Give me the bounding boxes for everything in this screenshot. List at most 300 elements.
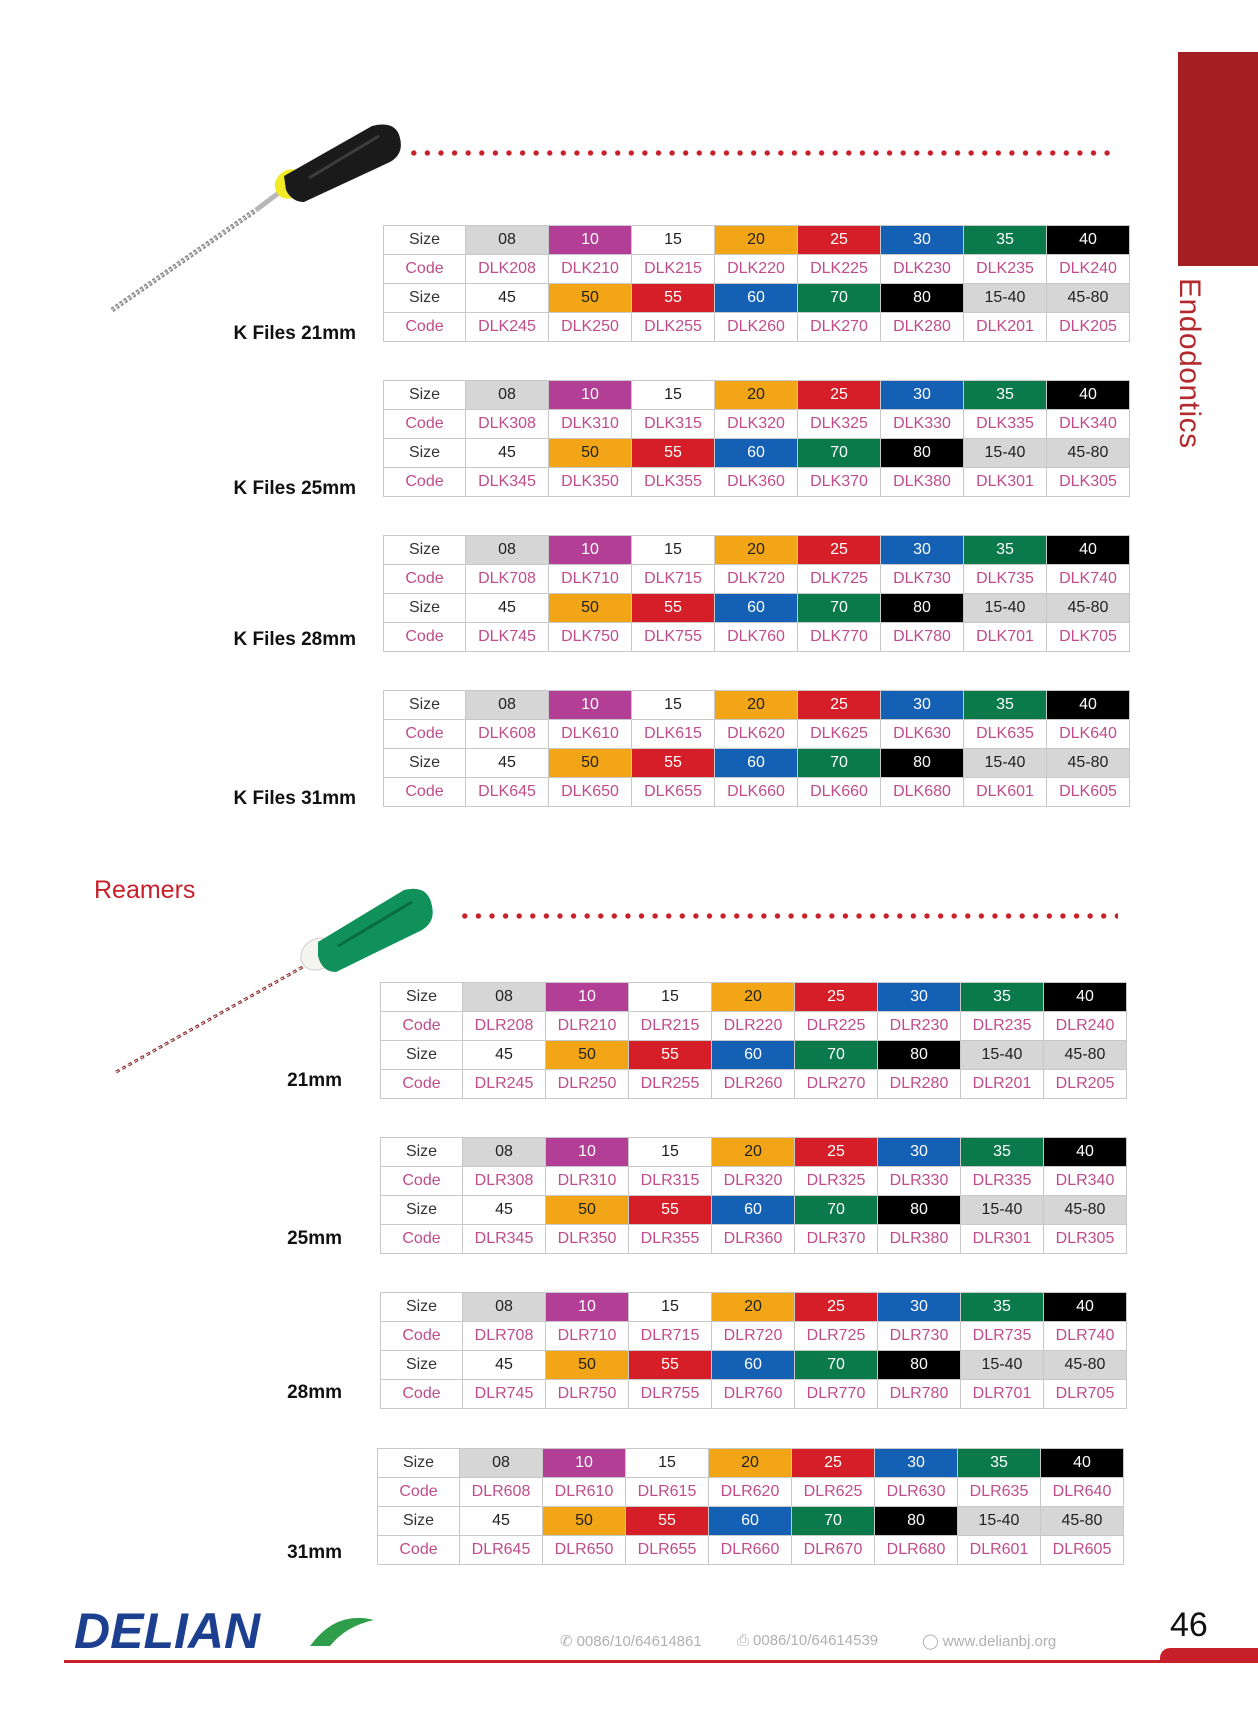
code-cell: DLR755 — [629, 1380, 712, 1409]
size-cell: 55 — [632, 594, 715, 623]
size-cell: 10 — [549, 536, 632, 565]
code-cell: DLR701 — [961, 1380, 1044, 1409]
code-cell: DLK245 — [466, 313, 549, 342]
code-row — [381, 1380, 1127, 1409]
size-row — [384, 536, 1130, 565]
size-cell: 15 — [629, 1138, 712, 1167]
size-cell: 60 — [712, 1351, 795, 1380]
code-cell: DLK205 — [1047, 313, 1130, 342]
size-cell: 15-40 — [961, 1041, 1044, 1070]
web-contact[interactable] — [922, 1632, 1056, 1650]
code-cell: DLR305 — [1044, 1225, 1127, 1254]
code-cell: DLR780 — [878, 1380, 961, 1409]
size-cell: 30 — [878, 1138, 961, 1167]
code-cell: DLK780 — [881, 623, 964, 652]
size-header: Size — [384, 749, 466, 778]
size-cell: 70 — [798, 439, 881, 468]
size-cell: 45 — [460, 1507, 543, 1536]
code-cell: DLK708 — [466, 565, 549, 594]
kfiles-25-label: K Files 25mm — [233, 478, 356, 499]
code-header: Code — [381, 1012, 463, 1041]
code-cell: DLK210 — [549, 255, 632, 284]
code-cell: DLK305 — [1047, 468, 1130, 497]
phone-number: 0086/10/64614861 — [576, 1632, 702, 1650]
code-cell: DLR308 — [463, 1167, 546, 1196]
size-row — [384, 381, 1130, 410]
size-cell: 25 — [798, 536, 881, 565]
code-cell: DLK608 — [466, 720, 549, 749]
size-cell: 35 — [964, 691, 1047, 720]
kfiles-31-table — [383, 690, 1130, 807]
size-cell: 25 — [795, 1138, 878, 1167]
size-header: Size — [381, 983, 463, 1012]
size-cell: 10 — [549, 226, 632, 255]
code-cell: DLK335 — [964, 410, 1047, 439]
kfiles-28-table — [383, 535, 1130, 652]
code-cell: DLK755 — [632, 623, 715, 652]
code-header: Code — [384, 778, 466, 807]
size-cell: 45-80 — [1047, 439, 1130, 468]
code-cell: DLR325 — [795, 1167, 878, 1196]
size-header: Size — [378, 1449, 460, 1478]
size-cell: 70 — [798, 749, 881, 778]
size-cell: 40 — [1044, 983, 1127, 1012]
size-cell: 45 — [466, 749, 549, 778]
size-cell: 08 — [466, 536, 549, 565]
code-cell: DLR201 — [961, 1070, 1044, 1099]
code-cell: DLR355 — [629, 1225, 712, 1254]
code-cell: DLK380 — [881, 468, 964, 497]
code-cell: DLR615 — [626, 1478, 709, 1507]
code-cell: DLK220 — [715, 255, 798, 284]
size-header: Size — [384, 226, 466, 255]
size-cell: 45 — [466, 594, 549, 623]
code-cell: DLR250 — [546, 1070, 629, 1099]
size-cell: 40 — [1047, 381, 1130, 410]
code-cell: DLK601 — [964, 778, 1047, 807]
size-header: Size — [381, 1041, 463, 1070]
size-row — [384, 226, 1130, 255]
code-header: Code — [381, 1225, 463, 1254]
size-cell: 45-80 — [1041, 1507, 1124, 1536]
size-cell: 20 — [712, 983, 795, 1012]
size-header: Size — [384, 594, 466, 623]
code-cell: DLK720 — [715, 565, 798, 594]
size-cell: 45 — [466, 284, 549, 313]
size-cell: 55 — [626, 1507, 709, 1536]
size-cell: 08 — [463, 983, 546, 1012]
code-row — [381, 1012, 1127, 1041]
code-cell: DLR270 — [795, 1070, 878, 1099]
code-cell: DLR730 — [878, 1322, 961, 1351]
size-cell: 55 — [632, 284, 715, 313]
size-row — [378, 1507, 1124, 1536]
fax-icon: ⎙ — [737, 1632, 750, 1649]
code-header: Code — [384, 468, 466, 497]
footer-tab — [1160, 1648, 1258, 1662]
code-cell: DLR210 — [546, 1012, 629, 1041]
code-header: Code — [381, 1167, 463, 1196]
size-cell: 60 — [715, 439, 798, 468]
code-cell: DLK310 — [549, 410, 632, 439]
size-cell: 70 — [795, 1196, 878, 1225]
size-cell: 45 — [463, 1041, 546, 1070]
size-cell: 10 — [549, 691, 632, 720]
code-header: Code — [381, 1380, 463, 1409]
size-cell: 10 — [549, 381, 632, 410]
code-row — [384, 720, 1130, 749]
size-cell: 80 — [881, 439, 964, 468]
size-cell: 40 — [1041, 1449, 1124, 1478]
code-cell: DLR620 — [709, 1478, 792, 1507]
code-header: Code — [384, 565, 466, 594]
code-cell: DLK610 — [549, 720, 632, 749]
code-cell: DLR225 — [795, 1012, 878, 1041]
size-cell: 30 — [878, 1293, 961, 1322]
code-cell: DLR380 — [878, 1225, 961, 1254]
code-row — [381, 1322, 1127, 1351]
size-cell: 80 — [881, 284, 964, 313]
code-cell: DLR370 — [795, 1225, 878, 1254]
section-title-reamers: Reamers — [94, 876, 196, 904]
footer-rule — [64, 1660, 1258, 1663]
size-row — [378, 1449, 1124, 1478]
code-cell: DLR360 — [712, 1225, 795, 1254]
code-cell: DLK308 — [466, 410, 549, 439]
size-cell: 70 — [798, 284, 881, 313]
size-row — [384, 284, 1130, 313]
size-cell: 25 — [792, 1449, 875, 1478]
size-cell: 10 — [546, 1138, 629, 1167]
code-cell: DLK770 — [798, 623, 881, 652]
code-row — [384, 468, 1130, 497]
size-cell: 10 — [546, 1293, 629, 1322]
code-cell: DLK625 — [798, 720, 881, 749]
reamer-28-table — [380, 1292, 1127, 1409]
code-row — [384, 623, 1130, 652]
code-cell: DLK660 — [715, 778, 798, 807]
code-cell: DLK680 — [881, 778, 964, 807]
code-cell: DLR735 — [961, 1322, 1044, 1351]
code-cell: DLR310 — [546, 1167, 629, 1196]
size-cell: 50 — [549, 439, 632, 468]
code-cell: DLR215 — [629, 1012, 712, 1041]
size-cell: 45-80 — [1047, 594, 1130, 623]
code-cell: DLK345 — [466, 468, 549, 497]
size-cell: 15-40 — [961, 1351, 1044, 1380]
size-cell: 45-80 — [1044, 1351, 1127, 1380]
size-cell: 60 — [712, 1041, 795, 1070]
code-cell: DLR770 — [795, 1380, 878, 1409]
size-row — [384, 749, 1130, 778]
code-cell: DLK735 — [964, 565, 1047, 594]
code-cell: DLK605 — [1047, 778, 1130, 807]
code-cell: DLK730 — [881, 565, 964, 594]
code-cell: DLK240 — [1047, 255, 1130, 284]
code-cell: DLK745 — [466, 623, 549, 652]
size-cell: 60 — [715, 749, 798, 778]
size-header: Size — [378, 1507, 460, 1536]
code-cell: DLK370 — [798, 468, 881, 497]
size-row — [384, 439, 1130, 468]
size-cell: 10 — [546, 983, 629, 1012]
code-cell: DLR725 — [795, 1322, 878, 1351]
size-cell: 25 — [795, 983, 878, 1012]
size-row — [381, 1196, 1127, 1225]
size-cell: 25 — [795, 1293, 878, 1322]
brand-logo — [74, 1606, 434, 1654]
code-cell: DLR350 — [546, 1225, 629, 1254]
code-cell: DLR601 — [958, 1536, 1041, 1565]
size-cell: 80 — [878, 1041, 961, 1070]
size-cell: 35 — [964, 226, 1047, 255]
code-cell: DLR640 — [1041, 1478, 1124, 1507]
code-cell: DLR235 — [961, 1012, 1044, 1041]
size-cell: 20 — [712, 1293, 795, 1322]
size-cell: 15-40 — [958, 1507, 1041, 1536]
size-cell: 20 — [715, 536, 798, 565]
size-cell: 50 — [549, 284, 632, 313]
size-cell: 25 — [798, 226, 881, 255]
fax-contact — [737, 1632, 878, 1649]
code-cell: DLK640 — [1047, 720, 1130, 749]
size-cell: 70 — [798, 594, 881, 623]
code-cell: DLR205 — [1044, 1070, 1127, 1099]
k-file-image — [104, 118, 414, 318]
size-header: Size — [384, 381, 466, 410]
size-cell: 25 — [798, 691, 881, 720]
kfiles-31-label: K Files 31mm — [233, 788, 356, 809]
size-cell: 35 — [961, 983, 1044, 1012]
size-row — [381, 1138, 1127, 1167]
code-cell: DLR280 — [878, 1070, 961, 1099]
size-cell: 70 — [795, 1351, 878, 1380]
code-row — [384, 565, 1130, 594]
size-cell: 80 — [878, 1351, 961, 1380]
size-cell: 08 — [460, 1449, 543, 1478]
code-cell: DLK260 — [715, 313, 798, 342]
size-cell: 15-40 — [961, 1196, 1044, 1225]
size-header: Size — [384, 536, 466, 565]
reamer-28-label: 28mm — [287, 1382, 342, 1403]
code-cell: DLK740 — [1047, 565, 1130, 594]
size-cell: 30 — [881, 536, 964, 565]
reamer-31-label: 31mm — [287, 1542, 342, 1563]
page-number: 46 — [1170, 1606, 1208, 1644]
code-cell: DLR745 — [463, 1380, 546, 1409]
code-cell: DLK650 — [549, 778, 632, 807]
size-cell: 45 — [466, 439, 549, 468]
reamer-21-label: 21mm — [287, 1070, 342, 1091]
code-cell: DLR345 — [463, 1225, 546, 1254]
size-header: Size — [381, 1293, 463, 1322]
kfiles-21-table — [383, 225, 1130, 342]
code-cell: DLR330 — [878, 1167, 961, 1196]
size-cell: 80 — [881, 594, 964, 623]
size-cell: 60 — [715, 594, 798, 623]
reamer-25-table — [380, 1137, 1127, 1254]
code-cell: DLK208 — [466, 255, 549, 284]
code-row — [384, 410, 1130, 439]
web-address[interactable]: www.delianbj.org — [942, 1632, 1057, 1650]
size-cell: 80 — [881, 749, 964, 778]
code-cell: DLK225 — [798, 255, 881, 284]
size-cell: 30 — [878, 983, 961, 1012]
code-cell: DLR710 — [546, 1322, 629, 1351]
side-tab — [1178, 52, 1258, 266]
code-header: Code — [378, 1478, 460, 1507]
size-cell: 30 — [875, 1449, 958, 1478]
kfiles-28-label: K Files 28mm — [233, 629, 356, 650]
size-cell: 20 — [715, 226, 798, 255]
code-cell: DLR230 — [878, 1012, 961, 1041]
code-cell: DLR750 — [546, 1380, 629, 1409]
size-cell: 15 — [629, 1293, 712, 1322]
size-cell: 60 — [709, 1507, 792, 1536]
code-cell: DLK301 — [964, 468, 1047, 497]
size-cell: 15 — [632, 536, 715, 565]
size-header: Size — [381, 1351, 463, 1380]
code-cell: DLK250 — [549, 313, 632, 342]
size-cell: 40 — [1047, 691, 1130, 720]
code-cell: DLR315 — [629, 1167, 712, 1196]
code-header: Code — [378, 1536, 460, 1565]
code-cell: DLR630 — [875, 1478, 958, 1507]
size-cell: 50 — [546, 1351, 629, 1380]
size-cell: 35 — [958, 1449, 1041, 1478]
size-cell: 25 — [798, 381, 881, 410]
size-cell: 50 — [546, 1041, 629, 1070]
size-cell: 45-80 — [1047, 749, 1130, 778]
code-row — [384, 778, 1130, 807]
size-row — [384, 594, 1130, 623]
code-row — [378, 1478, 1124, 1507]
size-cell: 80 — [875, 1507, 958, 1536]
size-cell: 08 — [466, 381, 549, 410]
code-cell: DLK280 — [881, 313, 964, 342]
size-header: Size — [384, 439, 466, 468]
code-cell: DLK701 — [964, 623, 1047, 652]
code-row — [381, 1167, 1127, 1196]
code-cell: DLR740 — [1044, 1322, 1127, 1351]
code-cell: DLR720 — [712, 1322, 795, 1351]
size-cell: 08 — [463, 1138, 546, 1167]
code-header: Code — [384, 313, 466, 342]
size-cell: 60 — [712, 1196, 795, 1225]
code-cell: DLR625 — [792, 1478, 875, 1507]
size-cell: 55 — [632, 439, 715, 468]
brand-logo-text: DELIAN — [74, 1606, 261, 1654]
code-cell: DLK255 — [632, 313, 715, 342]
code-cell: DLK330 — [881, 410, 964, 439]
size-cell: 15 — [632, 691, 715, 720]
code-row — [384, 255, 1130, 284]
reamer-21-table — [380, 982, 1127, 1099]
code-cell: DLR635 — [958, 1478, 1041, 1507]
code-cell: DLK315 — [632, 410, 715, 439]
code-cell: DLR340 — [1044, 1167, 1127, 1196]
size-cell: 40 — [1044, 1138, 1127, 1167]
code-header: Code — [384, 623, 466, 652]
code-cell: DLR245 — [463, 1070, 546, 1099]
size-cell: 55 — [629, 1196, 712, 1225]
code-cell: DLK630 — [881, 720, 964, 749]
sidebar-label: Endodontics — [1173, 278, 1206, 449]
code-header: Code — [384, 720, 466, 749]
code-cell: DLR645 — [460, 1536, 543, 1565]
dotted-rule-reamers — [458, 913, 1118, 919]
size-row — [381, 983, 1127, 1012]
size-cell: 60 — [715, 284, 798, 313]
code-cell: DLK320 — [715, 410, 798, 439]
size-cell: 20 — [715, 691, 798, 720]
code-cell: DLK230 — [881, 255, 964, 284]
size-cell: 50 — [549, 749, 632, 778]
code-cell: DLK715 — [632, 565, 715, 594]
size-cell: 70 — [792, 1507, 875, 1536]
size-cell: 15-40 — [964, 284, 1047, 313]
size-cell: 15 — [629, 983, 712, 1012]
code-row — [378, 1536, 1124, 1565]
size-cell: 20 — [715, 381, 798, 410]
code-cell: DLR301 — [961, 1225, 1044, 1254]
code-header: Code — [381, 1070, 463, 1099]
code-cell: DLR650 — [543, 1536, 626, 1565]
size-row — [381, 1041, 1127, 1070]
size-cell: 35 — [964, 536, 1047, 565]
code-cell: DLR255 — [629, 1070, 712, 1099]
code-cell: DLK645 — [466, 778, 549, 807]
code-cell: DLR605 — [1041, 1536, 1124, 1565]
code-row — [381, 1070, 1127, 1099]
fax-number: 0086/10/64614539 — [753, 1632, 879, 1649]
size-cell: 30 — [881, 226, 964, 255]
code-row — [384, 313, 1130, 342]
size-header: Size — [381, 1138, 463, 1167]
code-cell: DLK705 — [1047, 623, 1130, 652]
code-cell: DLR670 — [792, 1536, 875, 1565]
size-header: Size — [384, 691, 466, 720]
code-row — [381, 1225, 1127, 1254]
size-cell: 20 — [712, 1138, 795, 1167]
size-cell: 40 — [1044, 1293, 1127, 1322]
size-cell: 15-40 — [964, 594, 1047, 623]
code-cell: DLK350 — [549, 468, 632, 497]
code-cell: DLR220 — [712, 1012, 795, 1041]
size-cell: 15 — [626, 1449, 709, 1478]
size-cell: 08 — [463, 1293, 546, 1322]
kfiles-21-label: K Files 21mm — [233, 323, 356, 344]
code-cell: DLK760 — [715, 623, 798, 652]
size-cell: 10 — [543, 1449, 626, 1478]
code-cell: DLK660 — [798, 778, 881, 807]
code-header: Code — [384, 410, 466, 439]
code-cell: DLK325 — [798, 410, 881, 439]
size-cell: 55 — [629, 1041, 712, 1070]
code-cell: DLK615 — [632, 720, 715, 749]
reamer-31-table — [377, 1448, 1124, 1565]
size-cell: 55 — [632, 749, 715, 778]
size-cell: 45-80 — [1044, 1196, 1127, 1225]
size-cell: 50 — [543, 1507, 626, 1536]
code-cell: DLK655 — [632, 778, 715, 807]
code-cell: DLR660 — [709, 1536, 792, 1565]
size-header: Size — [381, 1196, 463, 1225]
size-cell: 20 — [709, 1449, 792, 1478]
size-header: Size — [384, 284, 466, 313]
code-cell: DLR705 — [1044, 1380, 1127, 1409]
size-cell: 45 — [463, 1351, 546, 1380]
